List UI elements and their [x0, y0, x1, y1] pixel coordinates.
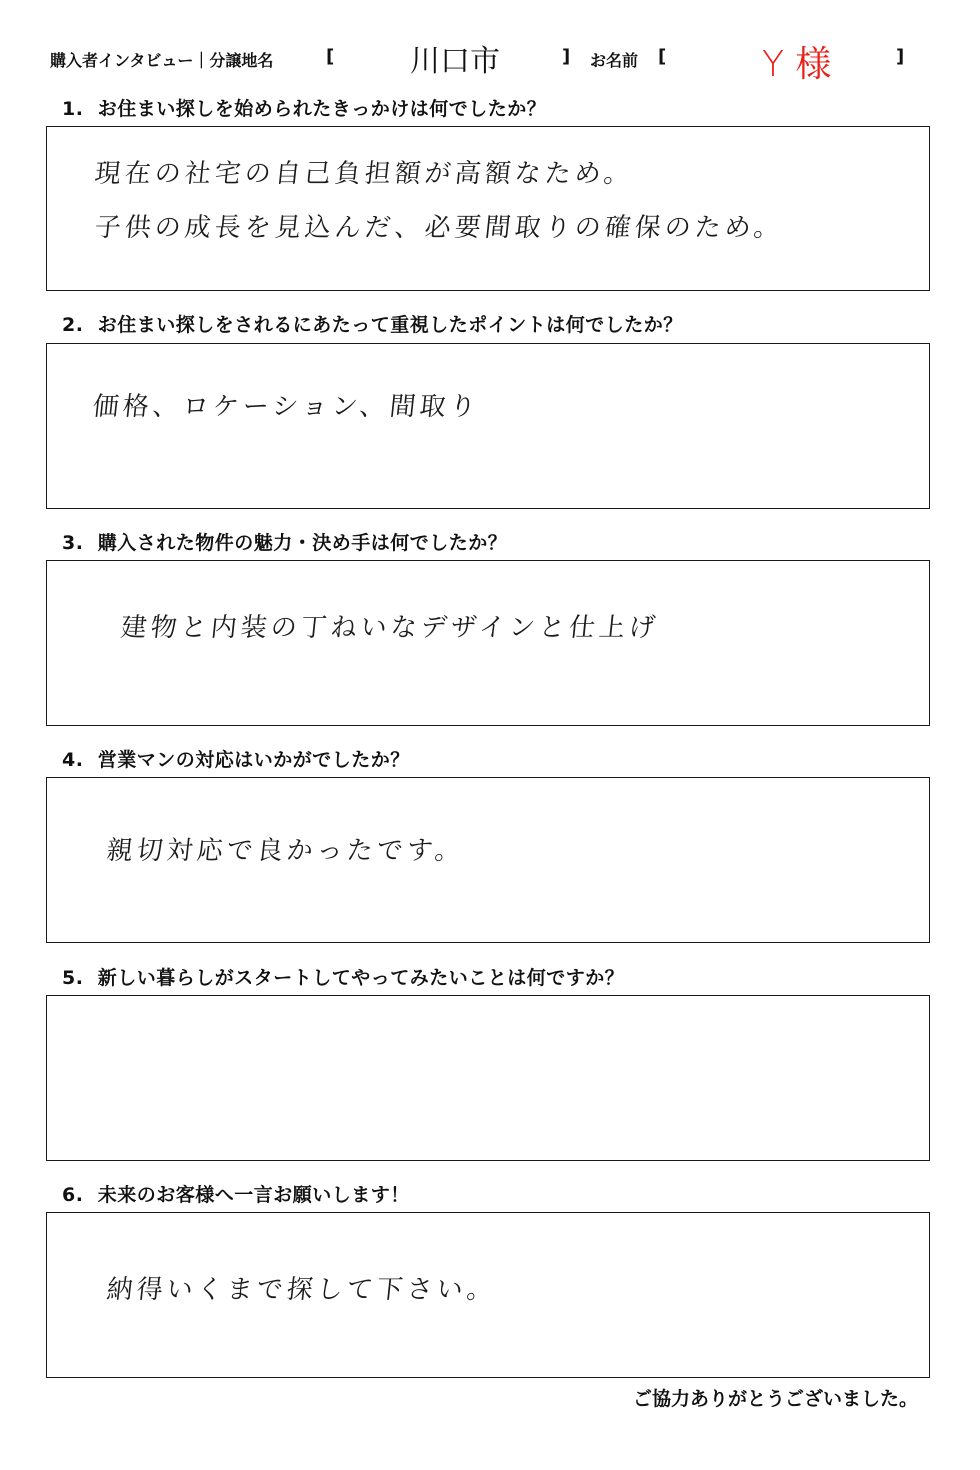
- answer-box-4: [46, 777, 930, 943]
- form-title: 購入者インタビュー｜分譲地名: [50, 51, 274, 70]
- name-label: お名前: [590, 51, 639, 70]
- answer-3-line-1: 建物と内装の丁ねいなデザインと仕上げ: [119, 613, 661, 643]
- question-4-text: 営業マンの対応はいかがでしたか？: [97, 749, 410, 771]
- answer-1-line-2: 子供の成長を見込んだ、必要間取りの確保のため。: [93, 213, 786, 243]
- name-bracket-close: ]: [896, 46, 905, 67]
- answer-box-2: [46, 343, 930, 509]
- answer-box-5: [46, 995, 930, 1161]
- question-4: [62, 745, 410, 772]
- question-3-number: 3.: [62, 532, 84, 554]
- question-2-number: 2.: [62, 314, 84, 336]
- answer-6-line-1: 納得いくまで探して下さい。: [105, 1275, 499, 1305]
- answer-2-line-1: 価格、ロケーション、間取り: [91, 392, 482, 422]
- question-5: [62, 963, 624, 990]
- question-6: [62, 1180, 410, 1207]
- location-bracket-open: [: [326, 46, 335, 67]
- question-2: [62, 310, 683, 337]
- answer-box-1: [46, 126, 930, 291]
- question-1-number: 1.: [62, 98, 84, 120]
- question-5-text: 新しい暮らしがスタートしてやってみたいことは何ですか？: [97, 967, 625, 989]
- name-bracket-open: [: [658, 46, 667, 67]
- answer-1-line-1: 現在の社宅の自己負担額が高額なため。: [93, 159, 636, 189]
- question-2-text: お住まい探しをされるにあたって重視したポイントは何でしたか？: [97, 314, 683, 336]
- question-5-number: 5.: [62, 967, 84, 989]
- question-1: [62, 94, 546, 121]
- question-3-text: 購入された物件の魅力・決め手は何でしたか？: [97, 532, 508, 554]
- answer-box-6: [46, 1212, 930, 1378]
- answer-box-3: [46, 560, 930, 726]
- question-1-text: お住まい探しを始められたきっかけは何でしたか？: [97, 98, 547, 120]
- header-row: [50, 36, 930, 85]
- footer-thanks: ご協力ありがとうございました。: [632, 1388, 918, 1410]
- answer-4-line-1: 親切対応で良かったです。: [105, 836, 467, 866]
- customer-name: Y 様: [762, 44, 832, 85]
- question-4-number: 4.: [62, 749, 84, 771]
- location-value: 川口市: [410, 44, 500, 79]
- location-bracket-close: ]: [562, 46, 571, 67]
- question-6-number: 6.: [62, 1184, 84, 1206]
- question-6-text: 未来のお客様へ一言お願いします！: [97, 1184, 410, 1206]
- question-3: [62, 528, 507, 555]
